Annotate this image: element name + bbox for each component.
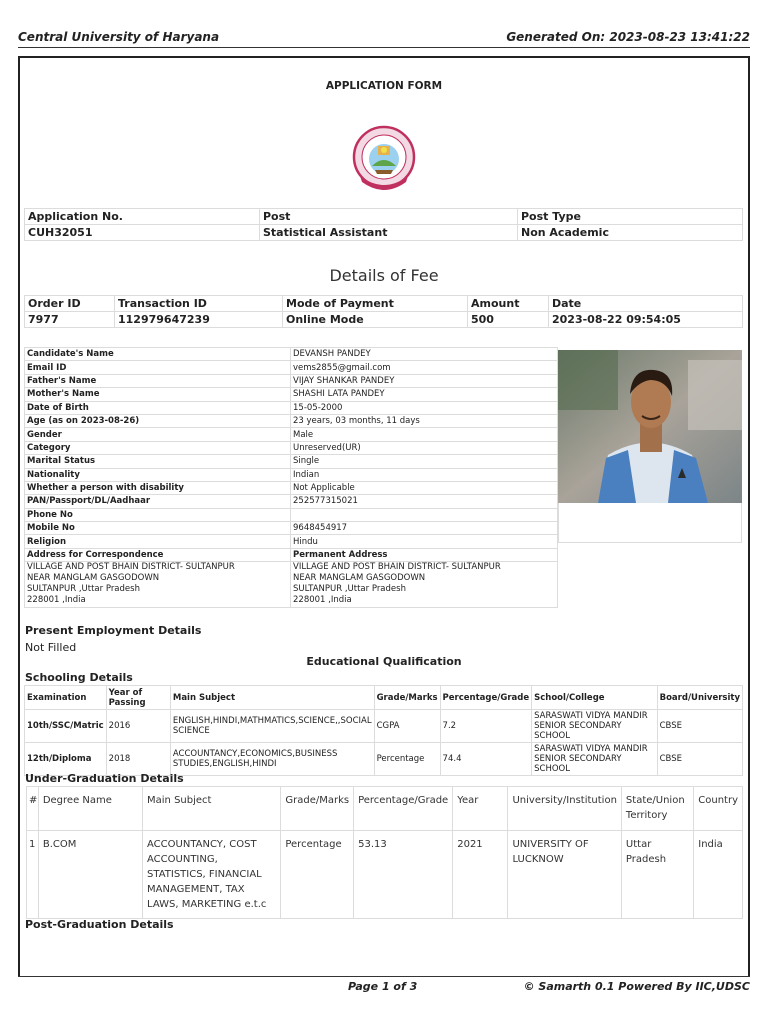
personal-value: 15-05-2000: [291, 401, 558, 414]
personal-value: Hindu: [291, 535, 558, 548]
candidate-photo: [558, 350, 742, 503]
schooling-col-header: Grade/Marks: [374, 686, 440, 710]
schooling-header-row: [25, 686, 743, 710]
payment-mode-value: Online Mode: [283, 312, 468, 328]
schooling-row: [25, 743, 743, 776]
ug-cell: 53.13: [354, 831, 453, 919]
schooling-cell: ACCOUNTANCY,ECONOMICS,BUSINESS STUDIES,ENGLISH,HINDI: [170, 743, 374, 776]
personal-value: VIJAY SHANKAR PANDEY: [291, 374, 558, 387]
permanent-address-label: Permanent Address: [291, 548, 558, 561]
personal-row: [25, 468, 558, 481]
personal-label: Mother's Name: [25, 388, 291, 401]
personal-value: DEVANSH PANDEY: [291, 348, 558, 361]
personal-label: Whether a person with disability: [25, 481, 291, 494]
ug-col-header: Degree Name: [38, 787, 142, 831]
photo-frame: [558, 503, 742, 543]
personal-label: Mobile No: [25, 522, 291, 535]
ug-col-header: #: [27, 787, 39, 831]
schooling-cell: 2016: [106, 710, 170, 743]
permanent-address: [291, 562, 558, 608]
personal-value: Single: [291, 455, 558, 468]
application-no-value: CUH32051: [25, 225, 260, 241]
personal-label: Marital Status: [25, 455, 291, 468]
application-header-row: [25, 209, 743, 225]
personal-label: Category: [25, 441, 291, 454]
personal-row: [25, 388, 558, 401]
transaction-id-value: 112979647239: [115, 312, 283, 328]
ug-cell: Percentage: [281, 831, 354, 919]
ug-cell: ACCOUNTANCY, COST ACCOUNTING, STATISTICS, FINANCIAL MANAGEMENT, TAX LAWS, MARKETING e.t.c: [143, 831, 281, 919]
university-seal-icon: [348, 124, 420, 196]
schooling-cell: ENGLISH,HINDI,MATHMATICS,SCIENCE,,SOCIAL SCIENCE: [170, 710, 374, 743]
personal-row: [25, 374, 558, 387]
personal-label: PAN/Passport/DL/Aadhaar: [25, 495, 291, 508]
ug-table: [26, 786, 743, 919]
correspondence-line: 228001 ,India: [27, 595, 86, 606]
personal-row: [25, 495, 558, 508]
fee-header-row: [25, 296, 743, 312]
schooling-cell: Percentage: [374, 743, 440, 776]
ug-row: [27, 831, 743, 919]
date-label: Date: [549, 296, 743, 312]
personal-label: Father's Name: [25, 374, 291, 387]
ug-col-header: Country: [694, 787, 743, 831]
page-header: [18, 30, 750, 46]
payment-mode-label: Mode of Payment: [283, 296, 468, 312]
schooling-cell: 7.2: [440, 710, 532, 743]
page-number: Page 1 of 3: [348, 980, 418, 993]
schooling-cell: CGPA: [374, 710, 440, 743]
ug-header-row: [27, 787, 743, 831]
schooling-cell: SARASWATI VIDYA MANDIR SENIOR SECONDARY SCHOOL: [532, 743, 658, 776]
ug-col-header: Year: [453, 787, 508, 831]
personal-row: [25, 522, 558, 535]
ug-col-header: State/Union Territory: [621, 787, 693, 831]
post-label: Post: [260, 209, 518, 225]
correspondence-line: SULTANPUR ,Uttar Pradesh: [27, 584, 140, 595]
schooling-col-header: School/College: [532, 686, 658, 710]
personal-row: [25, 414, 558, 427]
correspondence-line: NEAR MANGLAM GASGODOWN: [27, 573, 160, 584]
ug-cell: Uttar Pradesh: [621, 831, 693, 919]
schooling-cell: 74.4: [440, 743, 532, 776]
address-header-row: [25, 548, 558, 561]
schooling-col-header: Board/University: [657, 686, 742, 710]
schooling-table: [24, 685, 743, 776]
footer-divider: [18, 976, 750, 977]
correspondence-address-label: Address for Correspondence: [25, 548, 291, 561]
pg-section-title: Post-Graduation Details: [25, 918, 174, 931]
personal-value: 252577315021: [291, 495, 558, 508]
personal-row: [25, 401, 558, 414]
page-footer: [18, 980, 750, 996]
post-type-label: Post Type: [518, 209, 743, 225]
header-divider: [18, 47, 750, 48]
personal-label: Religion: [25, 535, 291, 548]
permanent-line: NEAR MANGLAM GASGODOWN: [293, 573, 426, 584]
personal-value: 23 years, 03 months, 11 days: [291, 414, 558, 427]
date-value: 2023-08-22 09:54:05: [549, 312, 743, 328]
order-id-label: Order ID: [25, 296, 115, 312]
address-value-row: [25, 562, 558, 608]
university-name: Central University of Haryana: [18, 30, 220, 44]
fee-value-row: [25, 312, 743, 328]
ug-cell: B.COM: [38, 831, 142, 919]
post-type-value: Non Academic: [518, 225, 743, 241]
personal-value: vems2855@gmail.com: [291, 361, 558, 374]
amount-value: 500: [468, 312, 549, 328]
personal-row: [25, 508, 558, 521]
personal-row: [25, 481, 558, 494]
schooling-row: [25, 710, 743, 743]
personal-label: Age (as on 2023-08-26): [25, 414, 291, 427]
personal-label: Phone No: [25, 508, 291, 521]
ug-col-header: Main Subject: [143, 787, 281, 831]
personal-details-table: [24, 347, 558, 608]
personal-label: Nationality: [25, 468, 291, 481]
transaction-id-label: Transaction ID: [115, 296, 283, 312]
schooling-cell: 10th/SSC/Matric: [25, 710, 107, 743]
schooling-section-title: Schooling Details: [25, 671, 133, 684]
order-id-value: 7977: [25, 312, 115, 328]
personal-value: 9648454917: [291, 522, 558, 535]
personal-row: [25, 441, 558, 454]
correspondence-address: [25, 562, 291, 608]
schooling-cell: 12th/Diploma: [25, 743, 107, 776]
personal-label: Candidate's Name: [25, 348, 291, 361]
personal-value: SHASHI LATA PANDEY: [291, 388, 558, 401]
ug-cell: 1: [27, 831, 39, 919]
powered-by: © Samarth 0.1 Powered By IIC,UDSC: [523, 980, 750, 993]
ug-col-header: University/Institution: [508, 787, 621, 831]
personal-row: [25, 428, 558, 441]
application-table: [24, 208, 743, 241]
personal-value: [291, 508, 558, 521]
ug-cell: India: [694, 831, 743, 919]
application-value-row: [25, 225, 743, 241]
form-title: APPLICATION FORM: [325, 80, 443, 92]
personal-row: [25, 535, 558, 548]
employment-section-title: Present Employment Details: [25, 624, 202, 637]
application-no-label: Application No.: [25, 209, 260, 225]
schooling-cell: CBSE: [657, 743, 742, 776]
personal-label: Gender: [25, 428, 291, 441]
ug-cell: UNIVERSITY OF LUCKNOW: [508, 831, 621, 919]
generated-timestamp: Generated On: 2023-08-23 13:41:22: [506, 30, 750, 44]
personal-value: Indian: [291, 468, 558, 481]
ug-cell: 2021: [453, 831, 508, 919]
personal-value: Male: [291, 428, 558, 441]
correspondence-line: VILLAGE AND POST BHAIN DISTRICT- SULTANPUR: [27, 562, 235, 573]
amount-label: Amount: [468, 296, 549, 312]
personal-label: Email ID: [25, 361, 291, 374]
schooling-col-header: Percentage/Grade: [440, 686, 532, 710]
schooling-cell: 2018: [106, 743, 170, 776]
ug-col-header: Percentage/Grade: [354, 787, 453, 831]
ug-section-title: Under-Graduation Details: [25, 772, 184, 785]
personal-row: [25, 361, 558, 374]
fee-table: [24, 295, 743, 328]
ug-col-header: Grade/Marks: [281, 787, 354, 831]
schooling-cell: CBSE: [657, 710, 742, 743]
schooling-cell: SARASWATI VIDYA MANDIR SENIOR SECONDARY SCHOOL: [532, 710, 658, 743]
schooling-col-header: Main Subject: [170, 686, 374, 710]
schooling-col-header: Examination: [25, 686, 107, 710]
education-section-title: Educational Qualification: [306, 655, 462, 668]
fee-section-title: Details of Fee: [329, 266, 439, 285]
personal-row: [25, 348, 558, 361]
personal-label: Date of Birth: [25, 401, 291, 414]
personal-row: [25, 455, 558, 468]
post-value: Statistical Assistant: [260, 225, 518, 241]
personal-value: Unreserved(UR): [291, 441, 558, 454]
permanent-line: VILLAGE AND POST BHAIN DISTRICT- SULTANPUR: [293, 562, 501, 573]
personal-value: Not Applicable: [291, 481, 558, 494]
permanent-line: SULTANPUR ,Uttar Pradesh: [293, 584, 406, 595]
permanent-line: 228001 ,India: [293, 595, 352, 606]
employment-status: Not Filled: [25, 641, 77, 654]
schooling-col-header: Year of Passing: [106, 686, 170, 710]
